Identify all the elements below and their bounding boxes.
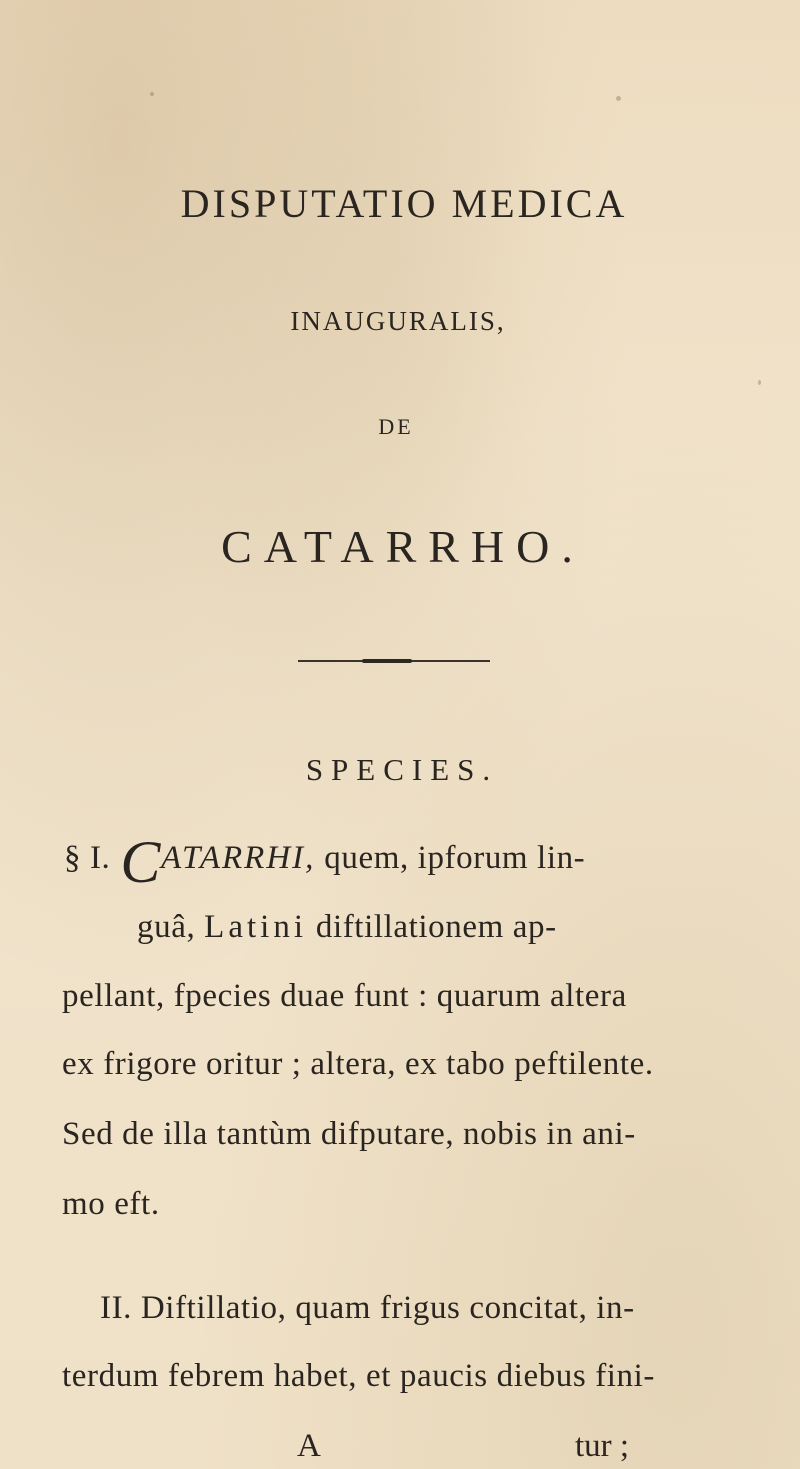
section-heading-species: SPECIES. [305, 752, 499, 787]
foxing-spot [758, 380, 761, 385]
foxing-spot [616, 96, 621, 101]
heading-disputatio-medica: DISPUTATIO MEDICA [180, 181, 628, 226]
line-text: quem, ipforum lin- [324, 840, 586, 876]
paragraph-1-line-3: pellant, fpecies duae funt : quarum altera [62, 978, 627, 1014]
paragraph-1-line-1 [64, 829, 784, 895]
ornamental-rule-center [362, 659, 412, 663]
paragraph-1-line-5: Sed de illa tantùm difputare, nobis in ani- [62, 1116, 636, 1152]
page-title: CATARRHO. [221, 521, 585, 572]
paragraph-1-line-4: ex frigore oritur ; altera, ex tabo peftilente. [62, 1046, 654, 1082]
heading-de: DE [378, 414, 414, 439]
drop-cap: C [120, 829, 162, 895]
foxing-spot [150, 92, 154, 96]
latini-word: Latini [204, 909, 307, 945]
signature-mark: A [297, 1428, 321, 1464]
paragraph-1-line-6: mo eft. [62, 1186, 160, 1222]
line-text: diftillationem ap- [315, 909, 557, 945]
paragraph-1-line-2 [137, 909, 787, 946]
heading-inauguralis: INAUGURALIS, [290, 306, 506, 336]
catchword: tur ; [575, 1428, 630, 1464]
section-marker: § I. [64, 840, 111, 876]
line-text: guâ, [137, 909, 196, 945]
paragraph-2-line-2: terdum febrem habet, et paucis diebus fini- [62, 1358, 656, 1394]
opening-word: ATARRHI, [161, 840, 316, 876]
paragraph-2-line-1: II. Diftillatio, quam frigus concitat, in- [100, 1290, 635, 1326]
